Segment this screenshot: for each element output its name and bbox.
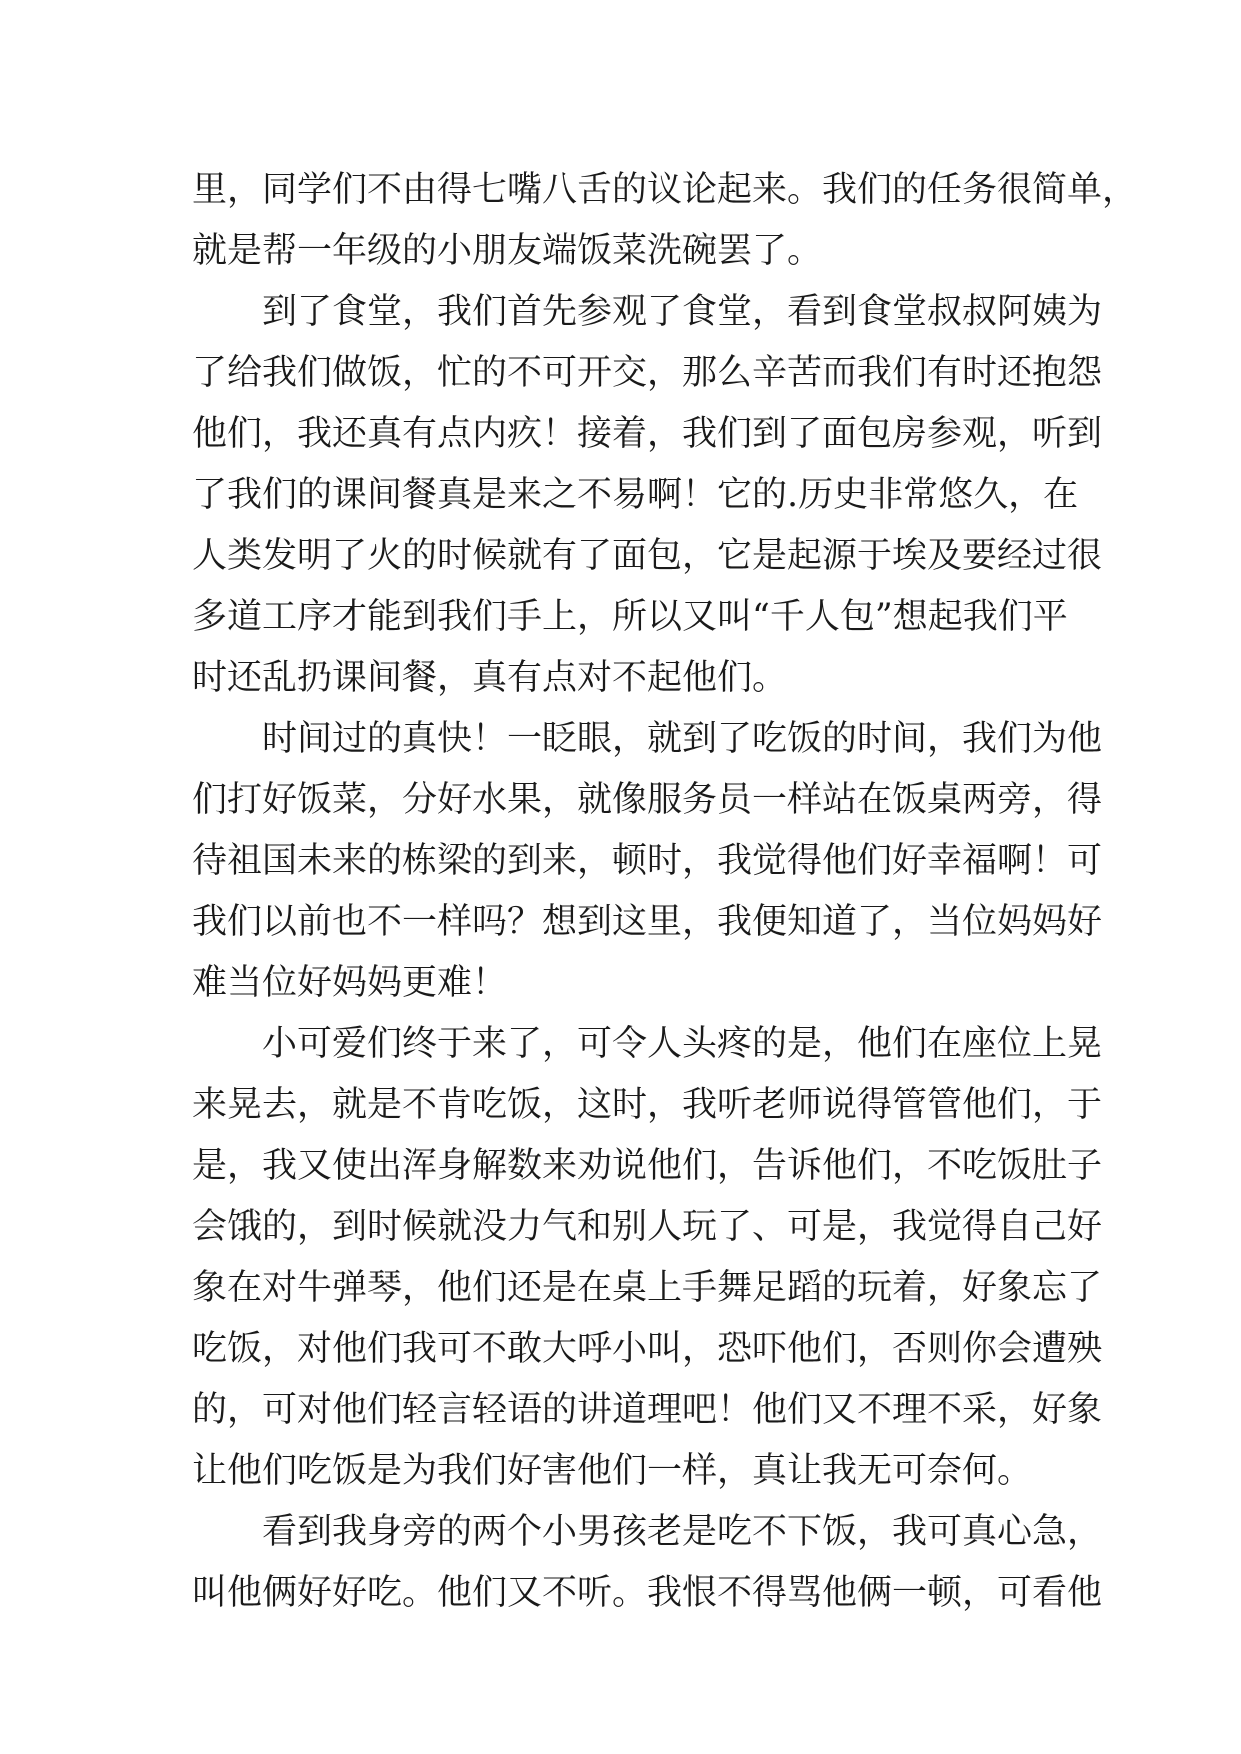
text-line: 象在对牛弹琴，他们还是在桌上手舞足蹈的玩着，好象忘了 bbox=[192, 1268, 1103, 1308]
text-line: 小可爱们终于来了，可令人头疼的是，他们在座位上晃 bbox=[262, 1024, 1103, 1064]
paragraph bbox=[192, 160, 1138, 282]
paragraph bbox=[192, 282, 1103, 709]
text-line: 里，同学们不由得七嘴八舌的议论起来。我们的任务很简单， bbox=[192, 170, 1138, 210]
text-line: 了我们的课间餐真是来之不易啊！它的.历史非常悠久，在 bbox=[192, 475, 1079, 515]
text-line: 待祖国未来的栋梁的到来，顿时，我觉得他们好幸福啊！可 bbox=[192, 841, 1103, 881]
paragraph bbox=[192, 709, 1103, 1014]
text-line: 让他们吃饭是为我们好害他们一样，真让我无可奈何。 bbox=[192, 1451, 1033, 1491]
text-line: 时还乱扔课间餐，真有点对不起他们。 bbox=[192, 658, 788, 698]
text-line: 我们以前也不一样吗？想到这里，我便知道了，当位妈妈好 bbox=[192, 902, 1103, 942]
paragraph bbox=[192, 1502, 1103, 1624]
text-line: 吃饭，对他们我可不敢大呼小叫，恐吓他们，否则你会遭殃 bbox=[192, 1329, 1103, 1369]
text-line: 叫他俩好好吃。他们又不听。我恨不得骂他俩一顿，可看他 bbox=[192, 1573, 1103, 1613]
paragraph bbox=[192, 1014, 1103, 1502]
text-line: 看到我身旁的两个小男孩老是吃不下饭，我可真心急， bbox=[262, 1512, 1103, 1552]
text-line: 来晃去，就是不肯吃饭，这时，我听老师说得管管他们，于 bbox=[192, 1085, 1103, 1125]
text-line: 人类发明了火的时候就有了面包，它是起源于埃及要经过很 bbox=[192, 536, 1103, 576]
text-line: 他们，我还真有点内疚！接着，我们到了面包房参观，听到 bbox=[192, 414, 1103, 454]
text-line: 到了食堂，我们首先参观了食堂，看到食堂叔叔阿姨为 bbox=[262, 292, 1103, 332]
text-line: 难当位好妈妈更难！ bbox=[192, 963, 508, 1003]
body-text bbox=[192, 160, 1138, 1624]
text-line: 时间过的真快！一眨眼，就到了吃饭的时间，我们为他 bbox=[262, 719, 1103, 759]
text-line: 会饿的，到时候就没力气和别人玩了、可是，我觉得自己好 bbox=[192, 1207, 1103, 1247]
text-line: 就是帮一年级的小朋友端饭菜洗碗罢了。 bbox=[192, 231, 823, 271]
text-line: 们打好饭菜，分好水果，就像服务员一样站在饭桌两旁，得 bbox=[192, 780, 1103, 820]
text-line: 了给我们做饭，忙的不可开交，那么辛苦而我们有时还抱怨 bbox=[192, 353, 1103, 393]
text-line: 的，可对他们轻言轻语的讲道理吧！他们又不理不采，好象 bbox=[192, 1390, 1103, 1430]
text-line: 是，我又使出浑身解数来劝说他们，告诉他们，不吃饭肚子 bbox=[192, 1146, 1103, 1186]
text-line: 多道工序才能到我们手上，所以又叫“千人包”想起我们平 bbox=[192, 597, 1068, 637]
